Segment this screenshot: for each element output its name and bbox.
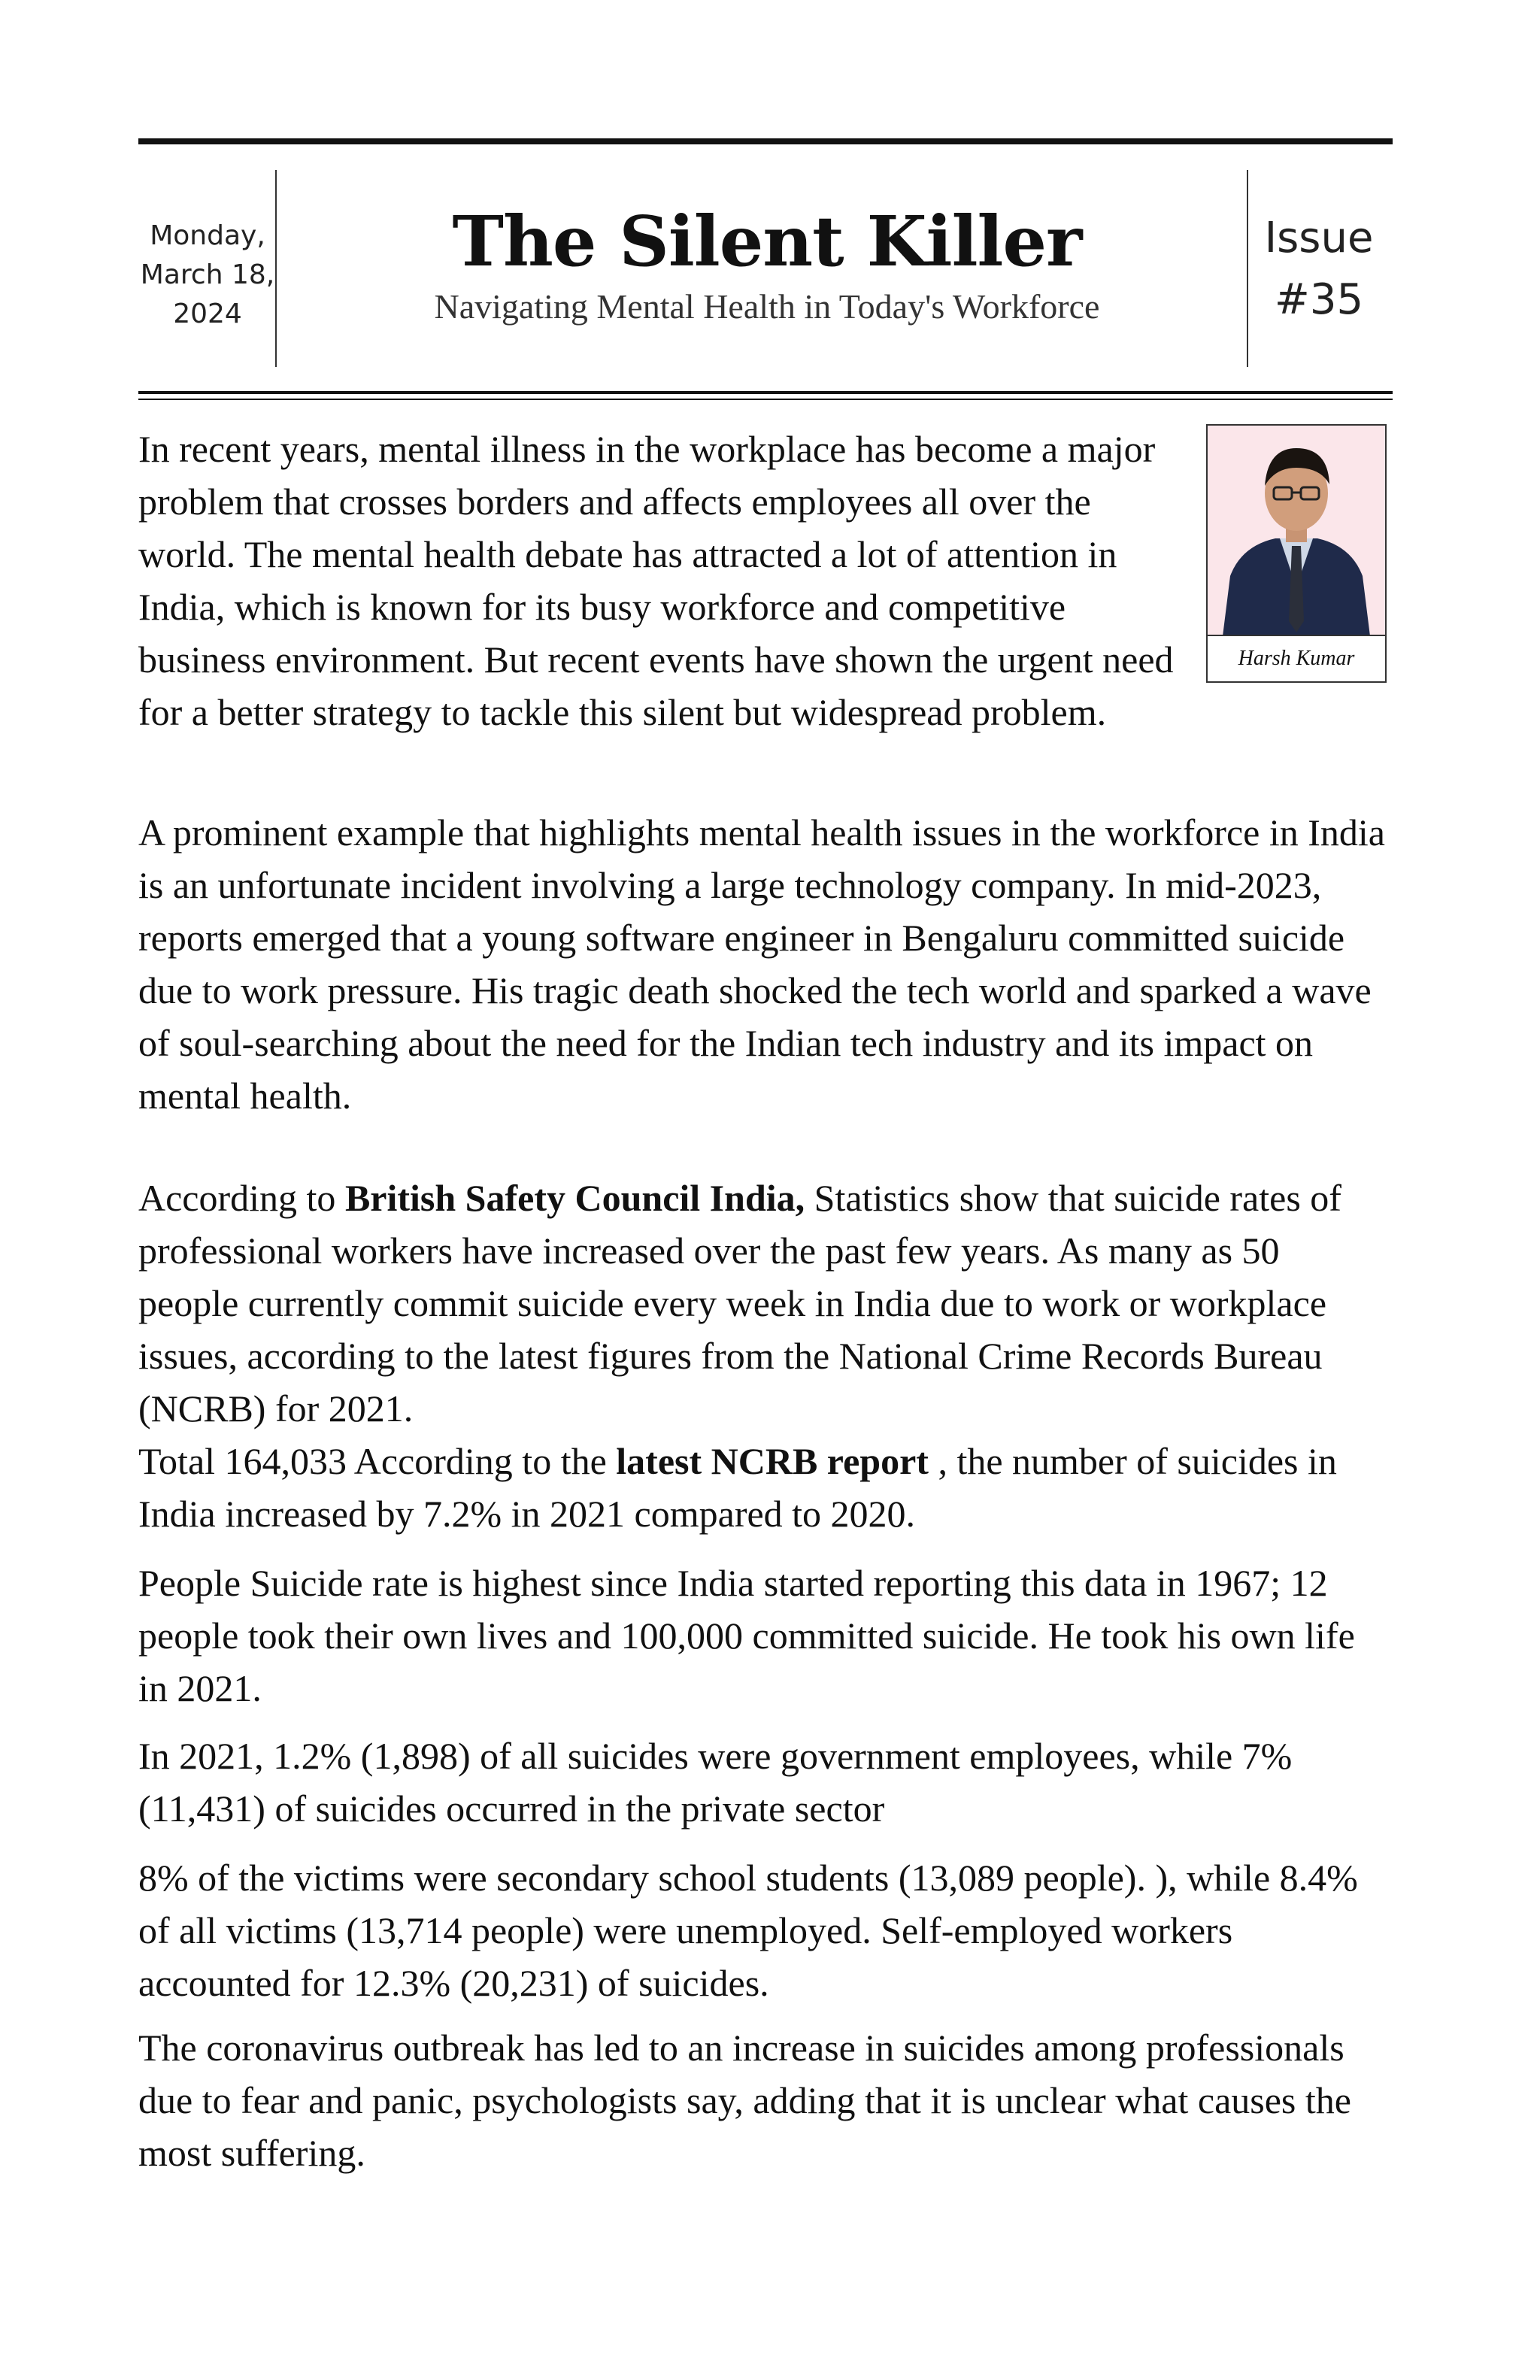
newsletter-subtitle: Navigating Mental Health in Today's Workforce <box>434 287 1100 326</box>
ncrb-report-bold: latest NCRB report <box>616 1440 929 1482</box>
paragraph-4-text-b: , the number of suicides in India increased by 7.2% in 2021 compared to 2020. <box>138 1440 1337 1535</box>
article-paragraph-4 <box>138 1435 1387 1540</box>
article-paragraph-2: A prominent example that highlights mental health issues in the workforce in India is an unfortunate incident involving a large technology company. In mid-2023, reports emerged that a young software engineer in Bengaluru committed suicide due to work pressure. His tragic death shocked the tech world and sparked a wave of soul-searching about the need for the Indian tech industry and its impact on mental health. <box>138 811 1385 1117</box>
issue-date: Monday, March 18, 2024 <box>140 220 275 329</box>
header-divider-left <box>275 170 277 367</box>
header-divider-right <box>1247 170 1248 367</box>
article-paragraph-3 <box>138 1172 1387 1435</box>
newsletter-title: The Silent Killer <box>452 201 1082 282</box>
article-paragraph-6: In 2021, 1.2% (1,898) of all suicides were government employees, while 7% (11,431) of suicides occurred in the private sector <box>138 1735 1293 1830</box>
article-paragraph-5: People Suicide rate is highest since India started reporting this data in 1967; 12 people took their own lives and 100,000 committed suicide. He took his own life in 2021. <box>138 1562 1355 1709</box>
header-top-rule <box>138 138 1393 144</box>
article-paragraph-1: In recent years, mental illness in the workplace has become a major problem that crosses borders and affects employees all over the world. The mental health debate has attracted a lot of attention in India, which is known for its busy workforce and competitive business environment. But recent events have shown the urgent need for a better strategy to tackle this silent but widespread problem. <box>138 428 1174 733</box>
author-name-caption: Harsh Kumar <box>1208 635 1385 681</box>
author-photo-frame <box>1206 424 1387 683</box>
article-paragraph-8: The coronavirus outbreak has led to an increase in suicides among professionals due to fear and panic, psychologists say, adding that it is unclear what causes the most suffering. <box>138 2027 1351 2174</box>
issue-number: Issue #35 <box>1264 214 1374 324</box>
british-safety-council-bold: British Safety Council India, <box>344 1177 805 1219</box>
header-bottom-rule <box>138 391 1393 394</box>
article-paragraph-7: 8% of the victims were secondary school students (13,089 people). ), while 8.4% of all victims (13,714 people) were unemployed. Self-employed workers accounted for 12.3% (20,231) of suicides. <box>138 1857 1358 2004</box>
author-photo <box>1208 426 1385 636</box>
paragraph-3-text-b: Statistics show that suicide rates of professional workers have increased over the past few years. As many as 50 people currently commit suicide every week in India due to work or workplace issues, according to the latest figures from the National Crime Records Bureau (NCRB) for 2021. <box>138 1177 1341 1430</box>
paragraph-4-text-a: Total 164,033 According to the <box>138 1440 617 1482</box>
header-bottom-rule-thin <box>138 399 1393 400</box>
paragraph-3-text-a: According to <box>138 1177 345 1219</box>
